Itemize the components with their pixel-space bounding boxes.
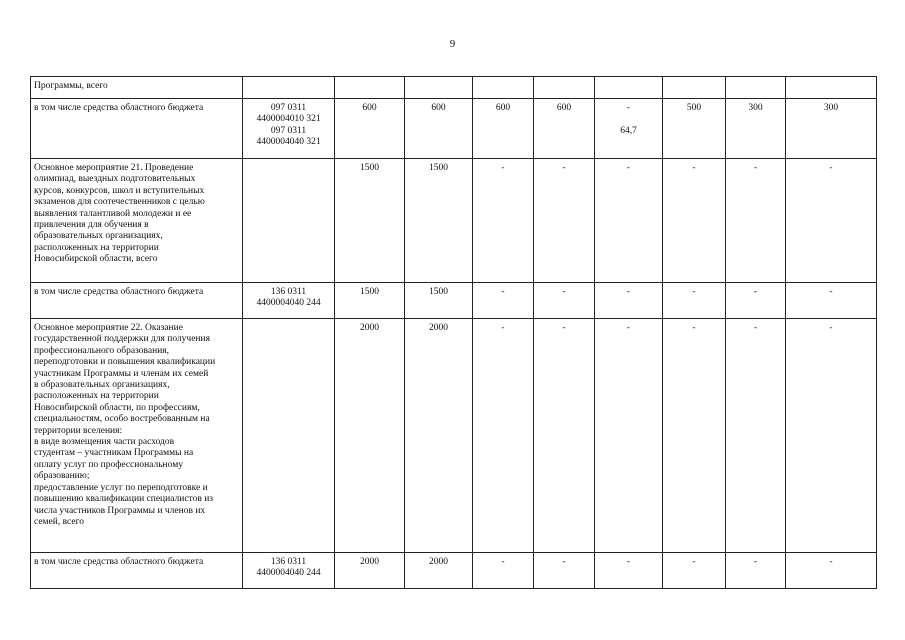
row-description: Программы, всего xyxy=(31,77,243,99)
value-cell: - xyxy=(786,553,877,589)
value-cell xyxy=(335,77,405,99)
value-cell: - xyxy=(473,553,534,589)
value-cell: 300 xyxy=(786,99,877,159)
row-description: в том числе средства областного бюджета xyxy=(31,553,243,589)
value-cell xyxy=(473,77,534,99)
value-cell: 500 xyxy=(663,99,726,159)
value-cell: - xyxy=(786,283,877,319)
value-cell: - xyxy=(786,319,877,553)
value-cell: - xyxy=(726,553,786,589)
value-cell xyxy=(595,77,663,99)
table-row xyxy=(31,99,877,159)
value-cell: 1500 xyxy=(405,159,473,283)
value-cell: 1500 xyxy=(335,283,405,319)
value-cell: - xyxy=(473,319,534,553)
row-description: в том числе средства областного бюджета xyxy=(31,283,243,319)
budget-code: 136 0311 4400004040 244 xyxy=(243,283,335,319)
value-cell xyxy=(786,77,877,99)
budget-code xyxy=(243,77,335,99)
budget-code: 136 0311 4400004040 244 xyxy=(243,553,335,589)
value-cell: - xyxy=(786,159,877,283)
value-cell: 2000 xyxy=(335,319,405,553)
value-cell: - xyxy=(663,553,726,589)
value-cell xyxy=(663,77,726,99)
row-description: в том числе средства областного бюджета xyxy=(31,99,243,159)
value-cell: 600 xyxy=(534,99,595,159)
table-row xyxy=(31,159,877,283)
budget-code xyxy=(243,319,335,553)
value-cell: - xyxy=(595,283,663,319)
value-cell: 1500 xyxy=(405,283,473,319)
value-cell: - xyxy=(663,159,726,283)
value-cell: - xyxy=(534,553,595,589)
table-row xyxy=(31,283,877,319)
value-cell: - xyxy=(663,319,726,553)
value-cell: - xyxy=(595,553,663,589)
value-cell: - xyxy=(473,159,534,283)
row-description: Основное мероприятие 22. Оказание государственной поддержки для получения профессионального образования, переподготовки и повышения квалификации участникам Программы и членам их семей в образовательных организациях, расположенных на территории Новосибирской области, по профессиям, специальностям, особо востребованным на территории вселения: в виде возмещения части расходов студентам – участникам Программы на оплату услуг по профессиональному образованию; предоставление услуг по переподготовке и повышению квалификации специалистов из числа участников Программы и членов их семей, всего xyxy=(31,319,243,553)
budget-table xyxy=(30,76,877,589)
value-cell: - xyxy=(534,159,595,283)
value-cell: - xyxy=(534,319,595,553)
table-row xyxy=(31,553,877,589)
value-cell: - xyxy=(663,283,726,319)
value-cell: 1500 xyxy=(335,159,405,283)
value-cell: 2000 xyxy=(405,553,473,589)
row-description: Основное мероприятие 21. Проведение олимпиад, выездных подготовительных курсов, конкурсов, школ и вступительных экзаменов для соотечественников с целью выявления талантливой молодежи и ее привлечения для обучения в образовательных организациях, расположенных на территории Новосибирской области, всего xyxy=(31,159,243,283)
value-cell: 2000 xyxy=(405,319,473,553)
value-cell: 600 xyxy=(473,99,534,159)
table-row xyxy=(31,319,877,553)
value-cell: - xyxy=(726,159,786,283)
value-cell: - xyxy=(595,319,663,553)
table-row xyxy=(31,77,877,99)
value-cell: - xyxy=(473,283,534,319)
value-cell: - xyxy=(595,159,663,283)
budget-code xyxy=(243,159,335,283)
budget-code: 097 0311 4400004010 321 097 0311 4400004040 321 xyxy=(243,99,335,159)
value-cell: 300 xyxy=(726,99,786,159)
value-cell xyxy=(726,77,786,99)
value-cell: 600 xyxy=(335,99,405,159)
value-cell: 2000 xyxy=(335,553,405,589)
value-cell: - xyxy=(726,319,786,553)
page-number: 9 xyxy=(449,38,456,50)
value-cell: - xyxy=(726,283,786,319)
value-cell: - 64,7 xyxy=(595,99,663,159)
value-cell xyxy=(405,77,473,99)
value-cell: 600 xyxy=(405,99,473,159)
value-cell: - xyxy=(534,283,595,319)
value-cell xyxy=(534,77,595,99)
